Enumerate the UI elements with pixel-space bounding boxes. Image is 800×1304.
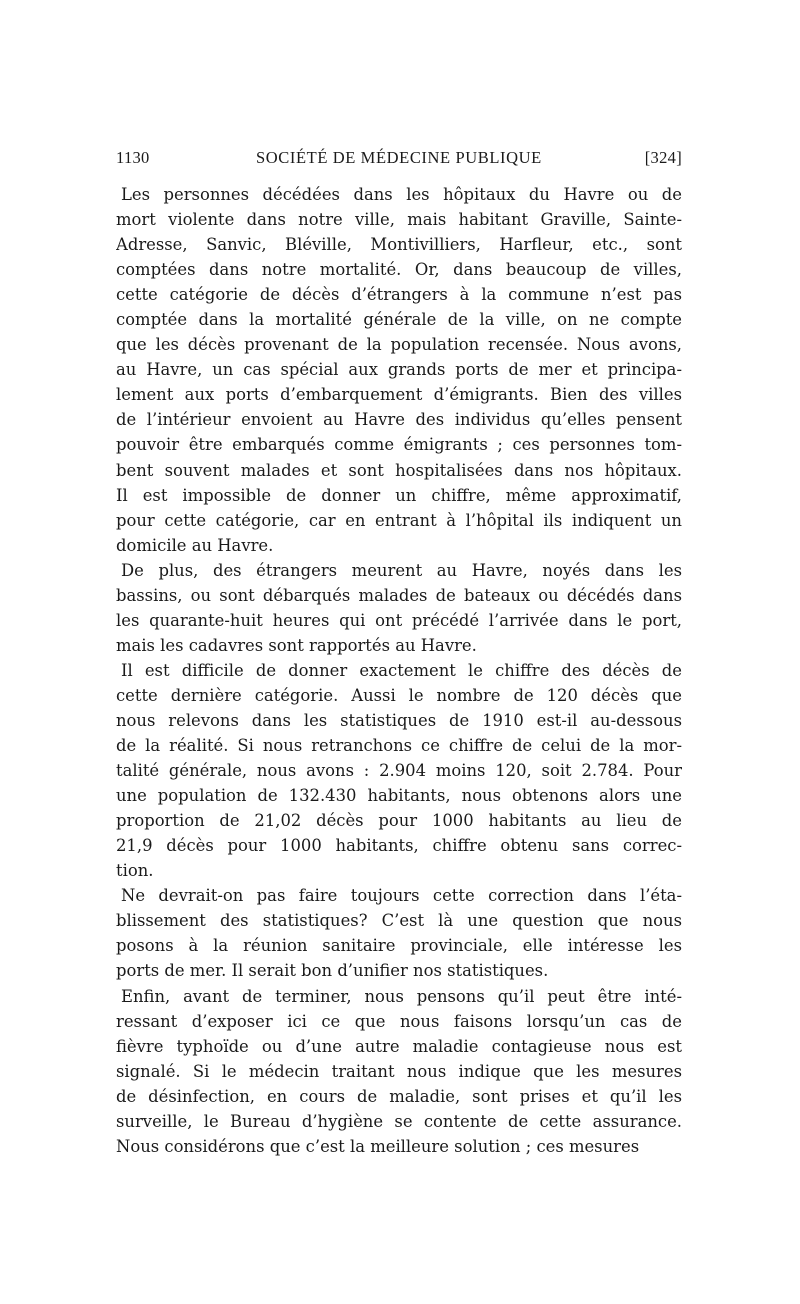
- text-line: pouvoir être embarqués comme émigrants ; ces personnes tom-: [116, 435, 682, 455]
- text-line: comptées dans notre mortalité. Or, dans beaucoup de villes,: [116, 260, 682, 280]
- page-number: 1130: [116, 148, 150, 167]
- text-line: ressant d’exposer ici ce que nous faisons lorsqu’un cas de: [116, 1011, 682, 1031]
- text-line: Nous considérons que c’est la meilleure solution ; ces mesures: [116, 1136, 640, 1156]
- text-line: posons à la réunion sanitaire provinciale, elle intéresse les: [116, 936, 682, 956]
- running-header: [116, 148, 682, 174]
- text-line: cette catégorie de décès d’étrangers à la commune n’est pas: [116, 285, 682, 305]
- text-line: surveille, le Bureau d’hygiène se contente de cette assurance.: [116, 1111, 682, 1131]
- text-line: de l’intérieur envoient au Havre des individus qu’elles pensent: [116, 410, 682, 430]
- text-line: tion.: [116, 861, 154, 881]
- text-line: bent souvent malades et sont hospitalisées dans nos hôpitaux.: [116, 460, 682, 480]
- running-title: SOCIÉTÉ DE MÉDECINE PUBLIQUE: [256, 148, 542, 167]
- text-line: fièvre typhoïde ou d’une autre maladie contagieuse nous est: [116, 1036, 682, 1056]
- text-line: une population de 132.430 habitants, nous obtenons alors une: [116, 786, 682, 806]
- paragraph: [116, 658, 682, 883]
- text-line: mort violente dans notre ville, mais habitant Graville, Sainte-: [116, 210, 682, 230]
- paragraph: [116, 182, 682, 558]
- text-line: nous relevons dans les statistiques de 1910 est-il au-dessous: [116, 710, 682, 730]
- text-line: pour cette catégorie, car en entrant à l’hôpital ils indiquent un: [116, 510, 682, 530]
- text-line: domicile au Havre.: [116, 535, 274, 555]
- page-reference: [324]: [644, 148, 682, 167]
- paragraph: [116, 984, 682, 1159]
- text-line: blissement des statistiques? C’est là une question que nous: [116, 911, 682, 931]
- text-line: Il est difficile de donner exactement le chiffre des décès de: [121, 660, 682, 680]
- paragraph: [116, 883, 682, 983]
- text-line: 21,9 décès pour 1000 habitants, chiffre obtenu sans correc-: [116, 836, 682, 856]
- text-line: de la réalité. Si nous retranchons ce chiffre de celui de la mor-: [116, 736, 682, 756]
- text-line: ports de mer. Il serait bon d’unifier nos statistiques.: [116, 961, 549, 981]
- text-line: cette dernière catégorie. Aussi le nombre de 120 décès que: [116, 685, 682, 705]
- text-line: De plus, des étrangers meurent au Havre, noyés dans les: [121, 560, 682, 580]
- paragraph: [116, 558, 682, 658]
- text-line: Il est impossible de donner un chiffre, même approximatif,: [116, 485, 682, 505]
- text-line: Les personnes décédées dans les hôpitaux du Havre ou de: [121, 185, 682, 204]
- text-line: au Havre, un cas spécial aux grands ports de mer et principa-: [116, 360, 682, 380]
- text-line: proportion de 21,02 décès pour 1000 habitants au lieu de: [116, 811, 682, 831]
- text-line: que les décès provenant de la population recensée. Nous avons,: [116, 335, 682, 355]
- text-line: de désinfection, en cours de maladie, sont prises et qu’il les: [116, 1086, 682, 1106]
- text-line: talité générale, nous avons : 2.904 moins 120, soit 2.784. Pour: [116, 761, 682, 781]
- text-line: comptée dans la mortalité générale de la ville, on ne compte: [116, 310, 682, 330]
- text-line: mais les cadavres sont rapportés au Havre.: [116, 635, 477, 655]
- text-line: Enfin, avant de terminer, nous pensons qu’il peut être inté-: [121, 986, 682, 1006]
- text-line: lement aux ports d’embarquement d’émigrants. Bien des villes: [116, 385, 682, 405]
- text-line: signalé. Si le médecin traitant nous indique que les mesures: [116, 1061, 682, 1081]
- body-text: [116, 182, 682, 1159]
- text-line: Adresse, Sanvic, Bléville, Montivilliers, Harfleur, etc., sont: [116, 235, 682, 255]
- text-line: bassins, ou sont débarqués malades de bateaux ou décédés dans: [116, 585, 682, 605]
- text-line: les quarante-huit heures qui ont précédé l’arrivée dans le port,: [116, 610, 682, 630]
- text-line: Ne devrait-on pas faire toujours cette correction dans l’éta-: [121, 886, 682, 906]
